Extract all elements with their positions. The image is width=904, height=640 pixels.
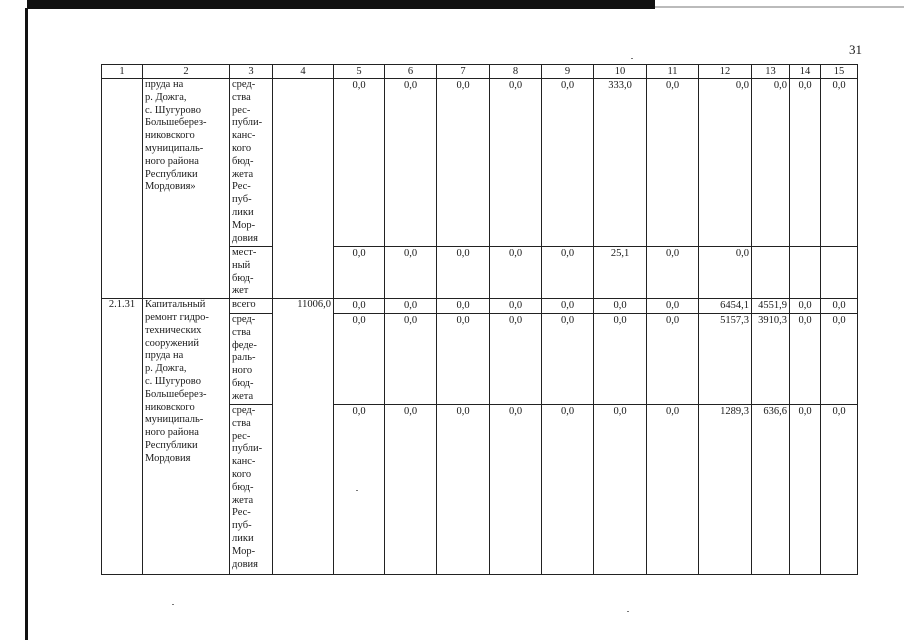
value-cell: 0,0 bbox=[437, 79, 490, 247]
funding-source-cell-line: публи- bbox=[232, 117, 263, 129]
total-cell: 11006,0 bbox=[273, 299, 334, 575]
value-cell: 0,0 bbox=[334, 313, 385, 404]
funding-source-cell-line: довия bbox=[232, 558, 258, 570]
funding-source-cell-line: ного bbox=[232, 365, 253, 377]
column-number: 13 bbox=[752, 65, 790, 79]
scan-speck bbox=[631, 58, 633, 59]
funding-source-cell-line: жета bbox=[232, 494, 254, 506]
funding-source-cell-line: канс- bbox=[232, 130, 256, 142]
funding-source-cell-line: сред- bbox=[232, 404, 256, 416]
value-cell: 0,0 bbox=[542, 404, 594, 574]
object-name-cell-line: р. Дожга, bbox=[145, 91, 187, 103]
value-cell: 0,0 bbox=[821, 79, 858, 247]
object-name-cell-line: Мордовия» bbox=[145, 181, 196, 193]
value-cell: 0,0 bbox=[490, 247, 542, 299]
object-name-cell-line: технических bbox=[145, 324, 202, 336]
total-cell bbox=[273, 79, 334, 299]
budget-table bbox=[101, 64, 858, 575]
value-cell: 3910,3 bbox=[752, 313, 790, 404]
funding-source-cell-line: пуб- bbox=[232, 194, 252, 206]
column-number: 12 bbox=[699, 65, 752, 79]
table-row bbox=[102, 79, 858, 247]
value-cell: 0,0 bbox=[821, 404, 858, 574]
code-cell: 2.1.31 bbox=[102, 299, 143, 575]
value-cell: 0,0 bbox=[542, 313, 594, 404]
page-number: 31 bbox=[849, 42, 862, 57]
object-name-cell-line: муниципаль- bbox=[145, 414, 204, 426]
column-number: 2 bbox=[143, 65, 230, 79]
object-name-cell-line: Большеберез- bbox=[145, 117, 207, 129]
funding-source-cell-line: довия bbox=[232, 232, 258, 244]
object-name-cell-line: пруда на bbox=[145, 79, 184, 90]
column-number: 1 bbox=[102, 65, 143, 79]
value-cell: 0,0 bbox=[542, 247, 594, 299]
value-cell: 0,0 bbox=[490, 313, 542, 404]
value-cell: 0,0 bbox=[334, 299, 385, 314]
value-cell: 4551,9 bbox=[752, 299, 790, 314]
funding-source-cell-line: раль- bbox=[232, 352, 256, 364]
object-name-cell-line: Республики bbox=[145, 439, 198, 451]
column-number: 3 bbox=[230, 65, 273, 79]
value-cell: 0,0 bbox=[594, 299, 647, 314]
funding-source-cell-line: кого bbox=[232, 468, 252, 480]
column-number: 6 bbox=[385, 65, 437, 79]
value-cell: 0,0 bbox=[385, 404, 437, 574]
object-name-cell-line: сооружений bbox=[145, 337, 200, 349]
value-cell: 0,0 bbox=[699, 79, 752, 247]
object-name-cell-line: Большеберез- bbox=[145, 388, 207, 400]
value-cell: 1289,3 bbox=[699, 404, 752, 574]
column-number: 8 bbox=[490, 65, 542, 79]
value-cell: 0,0 bbox=[334, 79, 385, 247]
header-row bbox=[102, 65, 858, 79]
value-cell: 0,0 bbox=[647, 299, 699, 314]
object-name-cell-line: ного района bbox=[145, 155, 199, 167]
value-cell: 0,0 bbox=[821, 299, 858, 314]
funding-source-cell-line: Рес- bbox=[232, 507, 251, 519]
funding-source-cell-line: публи- bbox=[232, 443, 263, 455]
value-cell: 0,0 bbox=[385, 313, 437, 404]
funding-source-cell bbox=[230, 299, 273, 314]
column-number: 14 bbox=[790, 65, 821, 79]
funding-source-cell-line: мест- bbox=[232, 247, 257, 258]
value-cell: 0,0 bbox=[437, 313, 490, 404]
value-cell: 0,0 bbox=[542, 299, 594, 314]
object-name-cell bbox=[143, 79, 230, 299]
scan-speck bbox=[627, 611, 629, 612]
value-cell: 0,0 bbox=[385, 247, 437, 299]
funding-source-cell bbox=[230, 247, 273, 299]
object-name-cell-line: с. Шугурово bbox=[145, 375, 201, 387]
funding-source-cell-line: пуб- bbox=[232, 520, 252, 532]
column-number: 4 bbox=[273, 65, 334, 79]
funding-source-cell-line: Мор- bbox=[232, 545, 256, 557]
funding-source-cell-line: кого bbox=[232, 142, 252, 154]
funding-source-cell-line: ства bbox=[232, 91, 251, 103]
scan-left-edge bbox=[25, 8, 28, 640]
scan-left-margin bbox=[0, 0, 27, 640]
value-cell: 0,0 bbox=[790, 404, 821, 574]
value-cell: 0,0 bbox=[821, 313, 858, 404]
column-number: 5 bbox=[334, 65, 385, 79]
object-name-cell-line: Мордовия bbox=[145, 452, 191, 464]
funding-source-cell bbox=[230, 79, 273, 247]
value-cell: 0,0 bbox=[790, 79, 821, 247]
funding-source-cell-line: Рес- bbox=[232, 181, 251, 193]
funding-source-cell-line: жета bbox=[232, 390, 254, 402]
value-cell: 0,0 bbox=[647, 79, 699, 247]
scan-speck bbox=[356, 490, 358, 491]
funding-source-cell-line: Мор- bbox=[232, 219, 256, 231]
funding-source-cell-line: ства bbox=[232, 326, 251, 338]
funding-source-cell-line: ный bbox=[232, 259, 251, 271]
funding-source-cell-line: жет bbox=[232, 285, 249, 297]
value-cell: 0,0 bbox=[490, 404, 542, 574]
value-cell: 5157,3 bbox=[699, 313, 752, 404]
scan-speck bbox=[172, 604, 174, 605]
funding-source-cell-line: сред- bbox=[232, 79, 256, 90]
value-cell: 0,0 bbox=[699, 247, 752, 299]
funding-source-cell-line: лики bbox=[232, 206, 254, 218]
funding-source-cell-line: канс- bbox=[232, 456, 256, 468]
funding-source-cell-line: бюд- bbox=[232, 155, 254, 167]
funding-source-cell-line: бюд- bbox=[232, 481, 254, 493]
value-cell: 25,1 bbox=[594, 247, 647, 299]
value-cell: 0,0 bbox=[437, 404, 490, 574]
value-cell: 0,0 bbox=[437, 247, 490, 299]
value-cell: 636,6 bbox=[752, 404, 790, 574]
column-number: 9 bbox=[542, 65, 594, 79]
object-name-cell-line: пруда на bbox=[145, 350, 184, 362]
column-number: 15 bbox=[821, 65, 858, 79]
value-cell: 0,0 bbox=[752, 79, 790, 247]
funding-source-cell-line: жета bbox=[232, 168, 254, 180]
scan-top-edge bbox=[0, 0, 655, 9]
value-cell: 0,0 bbox=[490, 79, 542, 247]
funding-source-cell-line: всего bbox=[232, 299, 256, 311]
value-cell bbox=[790, 247, 821, 299]
value-cell: 333,0 bbox=[594, 79, 647, 247]
funding-source-cell-line: сред- bbox=[232, 313, 256, 325]
object-name-cell-line: муниципаль- bbox=[145, 142, 204, 154]
funding-source-cell-line: бюд- bbox=[232, 272, 254, 284]
scan-top-edge-thin bbox=[655, 6, 904, 8]
object-name-cell-line: с. Шугурово bbox=[145, 104, 201, 116]
object-name-cell-line: р. Дожга, bbox=[145, 363, 187, 375]
column-number: 11 bbox=[647, 65, 699, 79]
object-name-cell-line: ремонт гидро- bbox=[145, 311, 209, 323]
object-name-cell-line: ного района bbox=[145, 427, 199, 439]
funding-source-cell-line: рес- bbox=[232, 430, 251, 442]
value-cell: 0,0 bbox=[437, 299, 490, 314]
value-cell: 0,0 bbox=[647, 247, 699, 299]
funding-source-cell-line: ства bbox=[232, 417, 251, 429]
value-cell: 0,0 bbox=[334, 247, 385, 299]
value-cell bbox=[821, 247, 858, 299]
value-cell: 0,0 bbox=[334, 404, 385, 574]
value-cell: 0,0 bbox=[647, 313, 699, 404]
value-cell bbox=[752, 247, 790, 299]
value-cell: 0,0 bbox=[790, 313, 821, 404]
value-cell: 0,0 bbox=[594, 313, 647, 404]
object-name-cell-line: Республики bbox=[145, 168, 198, 180]
value-cell: 0,0 bbox=[542, 79, 594, 247]
value-cell: 0,0 bbox=[490, 299, 542, 314]
object-name-cell-line: никовского bbox=[145, 401, 195, 413]
funding-source-cell-line: бюд- bbox=[232, 377, 254, 389]
column-number: 10 bbox=[594, 65, 647, 79]
object-name-cell-line: никовского bbox=[145, 130, 195, 142]
column-number: 7 bbox=[437, 65, 490, 79]
value-cell: 0,0 bbox=[647, 404, 699, 574]
object-name-cell-line: Капитальный bbox=[145, 299, 206, 311]
value-cell: 0,0 bbox=[790, 299, 821, 314]
code-cell bbox=[102, 79, 143, 299]
value-cell: 6454,1 bbox=[699, 299, 752, 314]
funding-source-cell-line: лики bbox=[232, 532, 254, 544]
value-cell: 0,0 bbox=[385, 299, 437, 314]
value-cell: 0,0 bbox=[594, 404, 647, 574]
funding-source-cell-line: феде- bbox=[232, 339, 257, 351]
value-cell: 0,0 bbox=[385, 79, 437, 247]
funding-source-cell-line: рес- bbox=[232, 104, 251, 116]
funding-source-cell bbox=[230, 404, 273, 574]
funding-source-cell bbox=[230, 313, 273, 404]
table-row bbox=[102, 299, 858, 314]
object-name-cell bbox=[143, 299, 230, 575]
